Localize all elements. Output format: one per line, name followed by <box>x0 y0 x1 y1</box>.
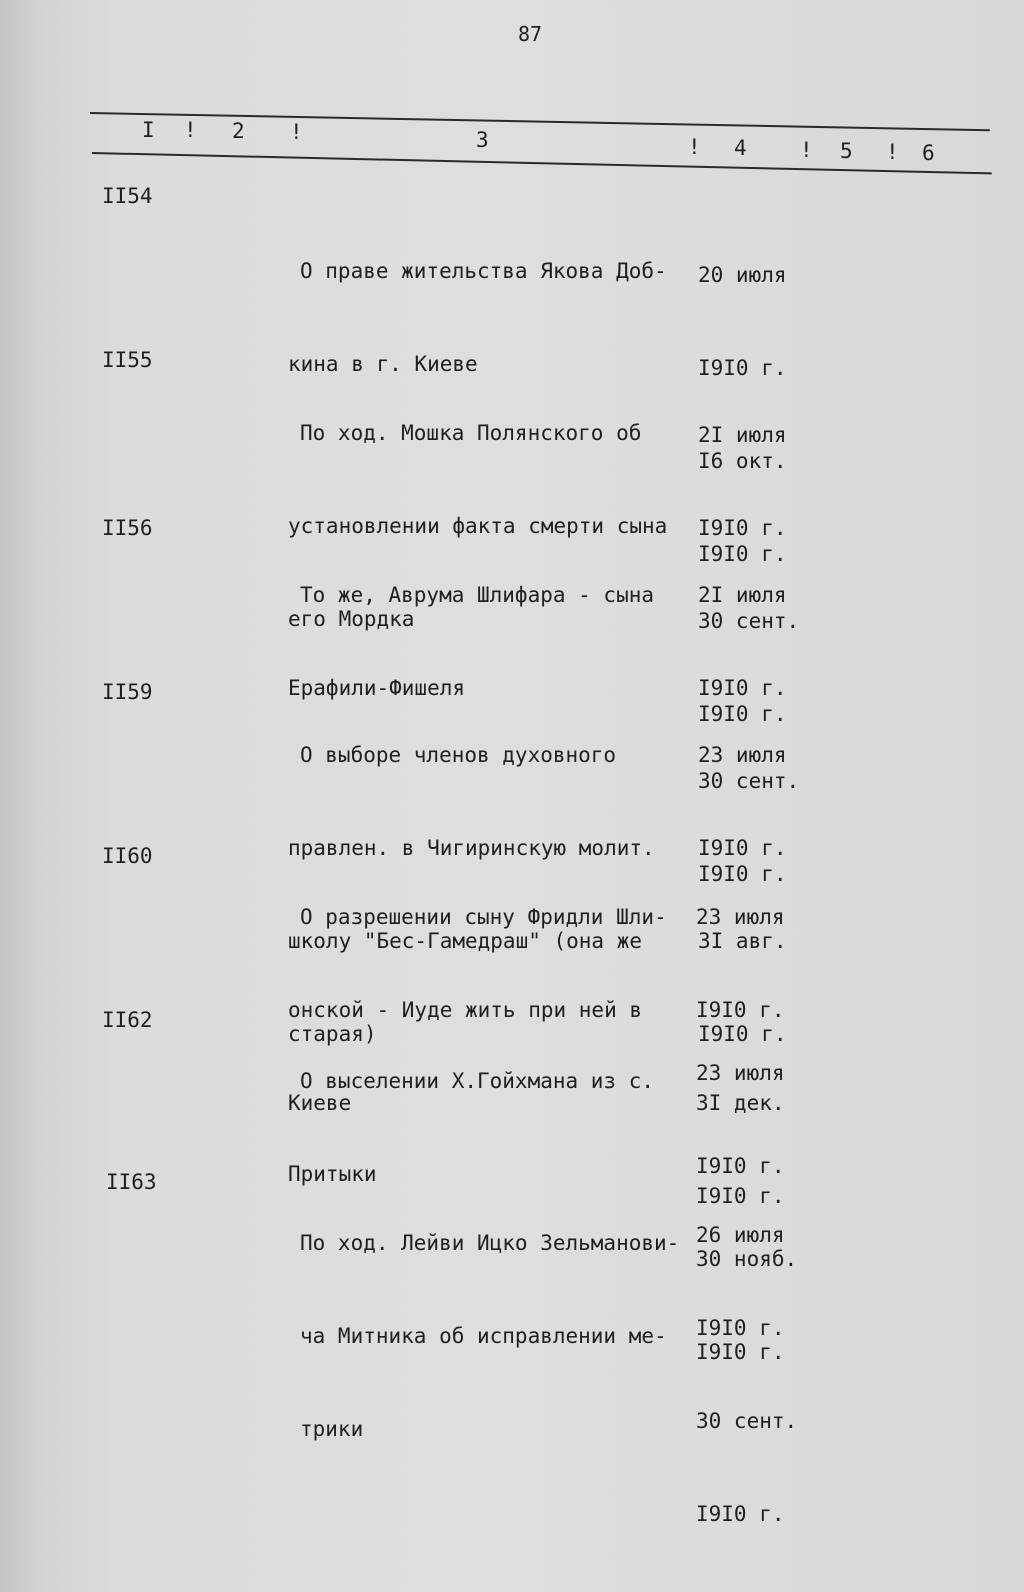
column-separator-1: ! <box>184 118 197 142</box>
column-header-6: 6 <box>922 141 935 165</box>
description-line: школу "Бес-Гамедраш" (она же <box>288 929 643 953</box>
description-line: кина в г. Киеве <box>288 352 478 376</box>
description-line: ча Митника об исправлении ме- <box>300 1324 667 1348</box>
column-separator-5: ! <box>886 140 899 164</box>
description-line: онской - Иуде жить при ней в <box>288 998 643 1022</box>
start-date: 23 июля <box>696 905 785 929</box>
record-dates <box>696 1158 797 1592</box>
end-year: I9I0 г. <box>698 542 787 566</box>
column-header-3: 3 <box>476 128 489 152</box>
end-year: I9I0 г. <box>698 1022 787 1046</box>
description-line: По ход. Мошка Полянского об <box>300 421 642 445</box>
end-year: I9I0 г. <box>698 702 787 726</box>
description-line: трики <box>300 1417 364 1441</box>
start-year: I9I0 г. <box>696 1154 785 1178</box>
start-date: 2I июля <box>698 423 787 447</box>
end-year: I9I0 г. <box>696 1502 785 1526</box>
column-header-1: I <box>142 118 155 142</box>
start-year: I9I0 г. <box>698 836 787 860</box>
record-number: II56 <box>102 516 153 540</box>
start-year: I9I0 г. <box>698 676 787 700</box>
column-separator-4: ! <box>800 138 813 162</box>
start-date: 23 июля <box>696 1061 785 1085</box>
description-line: Ерафили-Фишеля <box>288 676 466 700</box>
end-year: I9I0 г. <box>696 1184 785 1208</box>
end-date: I6 окт. <box>698 449 787 473</box>
column-header-5: 5 <box>840 139 853 163</box>
start-date: 2I июля <box>698 583 787 607</box>
column-header-4: 4 <box>734 136 747 160</box>
record-number: II63 <box>106 1170 157 1194</box>
record-number: II55 <box>102 348 153 372</box>
description-line: О праве жительства Якова Доб- <box>300 259 667 283</box>
end-date: 30 сент. <box>698 769 800 793</box>
column-separator-3: ! <box>688 135 701 159</box>
description-line: Киеве <box>288 1091 352 1115</box>
description-line: его Мордка <box>288 607 415 631</box>
record-number: II59 <box>102 680 153 704</box>
page-number: 87 <box>517 22 543 46</box>
start-year: I9I0 г. <box>698 516 787 540</box>
column-header-2: 2 <box>232 119 245 143</box>
end-date: 30 нояб. <box>696 1247 798 1271</box>
start-year: I9I0 г. <box>696 998 785 1022</box>
record-number: II60 <box>102 844 153 868</box>
header-top-rule <box>90 112 990 131</box>
end-date: 3I дек. <box>696 1091 785 1115</box>
header-bottom-rule <box>92 152 992 174</box>
description-line: старая) <box>288 1022 377 1046</box>
start-date: 23 июля <box>698 743 787 767</box>
description-line: О выборе членов духовного <box>300 743 617 767</box>
end-date: 30 сент. <box>696 1409 798 1433</box>
record-number: II54 <box>102 184 153 208</box>
end-year: I9I0 г. <box>698 862 787 886</box>
description-line: О разрешении сыну Фридли Шли- <box>300 905 667 929</box>
start-year: I9I0 г. <box>696 1316 785 1340</box>
record-description <box>300 1166 720 1507</box>
description-line: То же, Аврума Шлифара - сына <box>300 583 655 607</box>
column-separator-2: ! <box>290 120 303 144</box>
end-date: 3I авг. <box>698 929 787 953</box>
end-date: 30 сент. <box>698 609 800 633</box>
description-line: По ход. Лейви Ицко Зельманови- <box>300 1231 680 1255</box>
end-year: I9I0 г. <box>696 1340 785 1364</box>
description-line: О выселении Х.Гойхмана из с. <box>300 1069 655 1093</box>
record-number: II62 <box>102 1008 153 1032</box>
description-line: правлен. в Чигиринскую молит. <box>288 836 655 860</box>
description-line: Притыки <box>288 1162 377 1186</box>
description-line: установлении факта смерти сына <box>288 514 668 538</box>
start-date: 20 июля <box>698 263 787 287</box>
record-entry <box>0 1166 1024 1526</box>
start-date: 26 июля <box>696 1223 785 1247</box>
start-year: I9I0 г. <box>698 356 787 380</box>
